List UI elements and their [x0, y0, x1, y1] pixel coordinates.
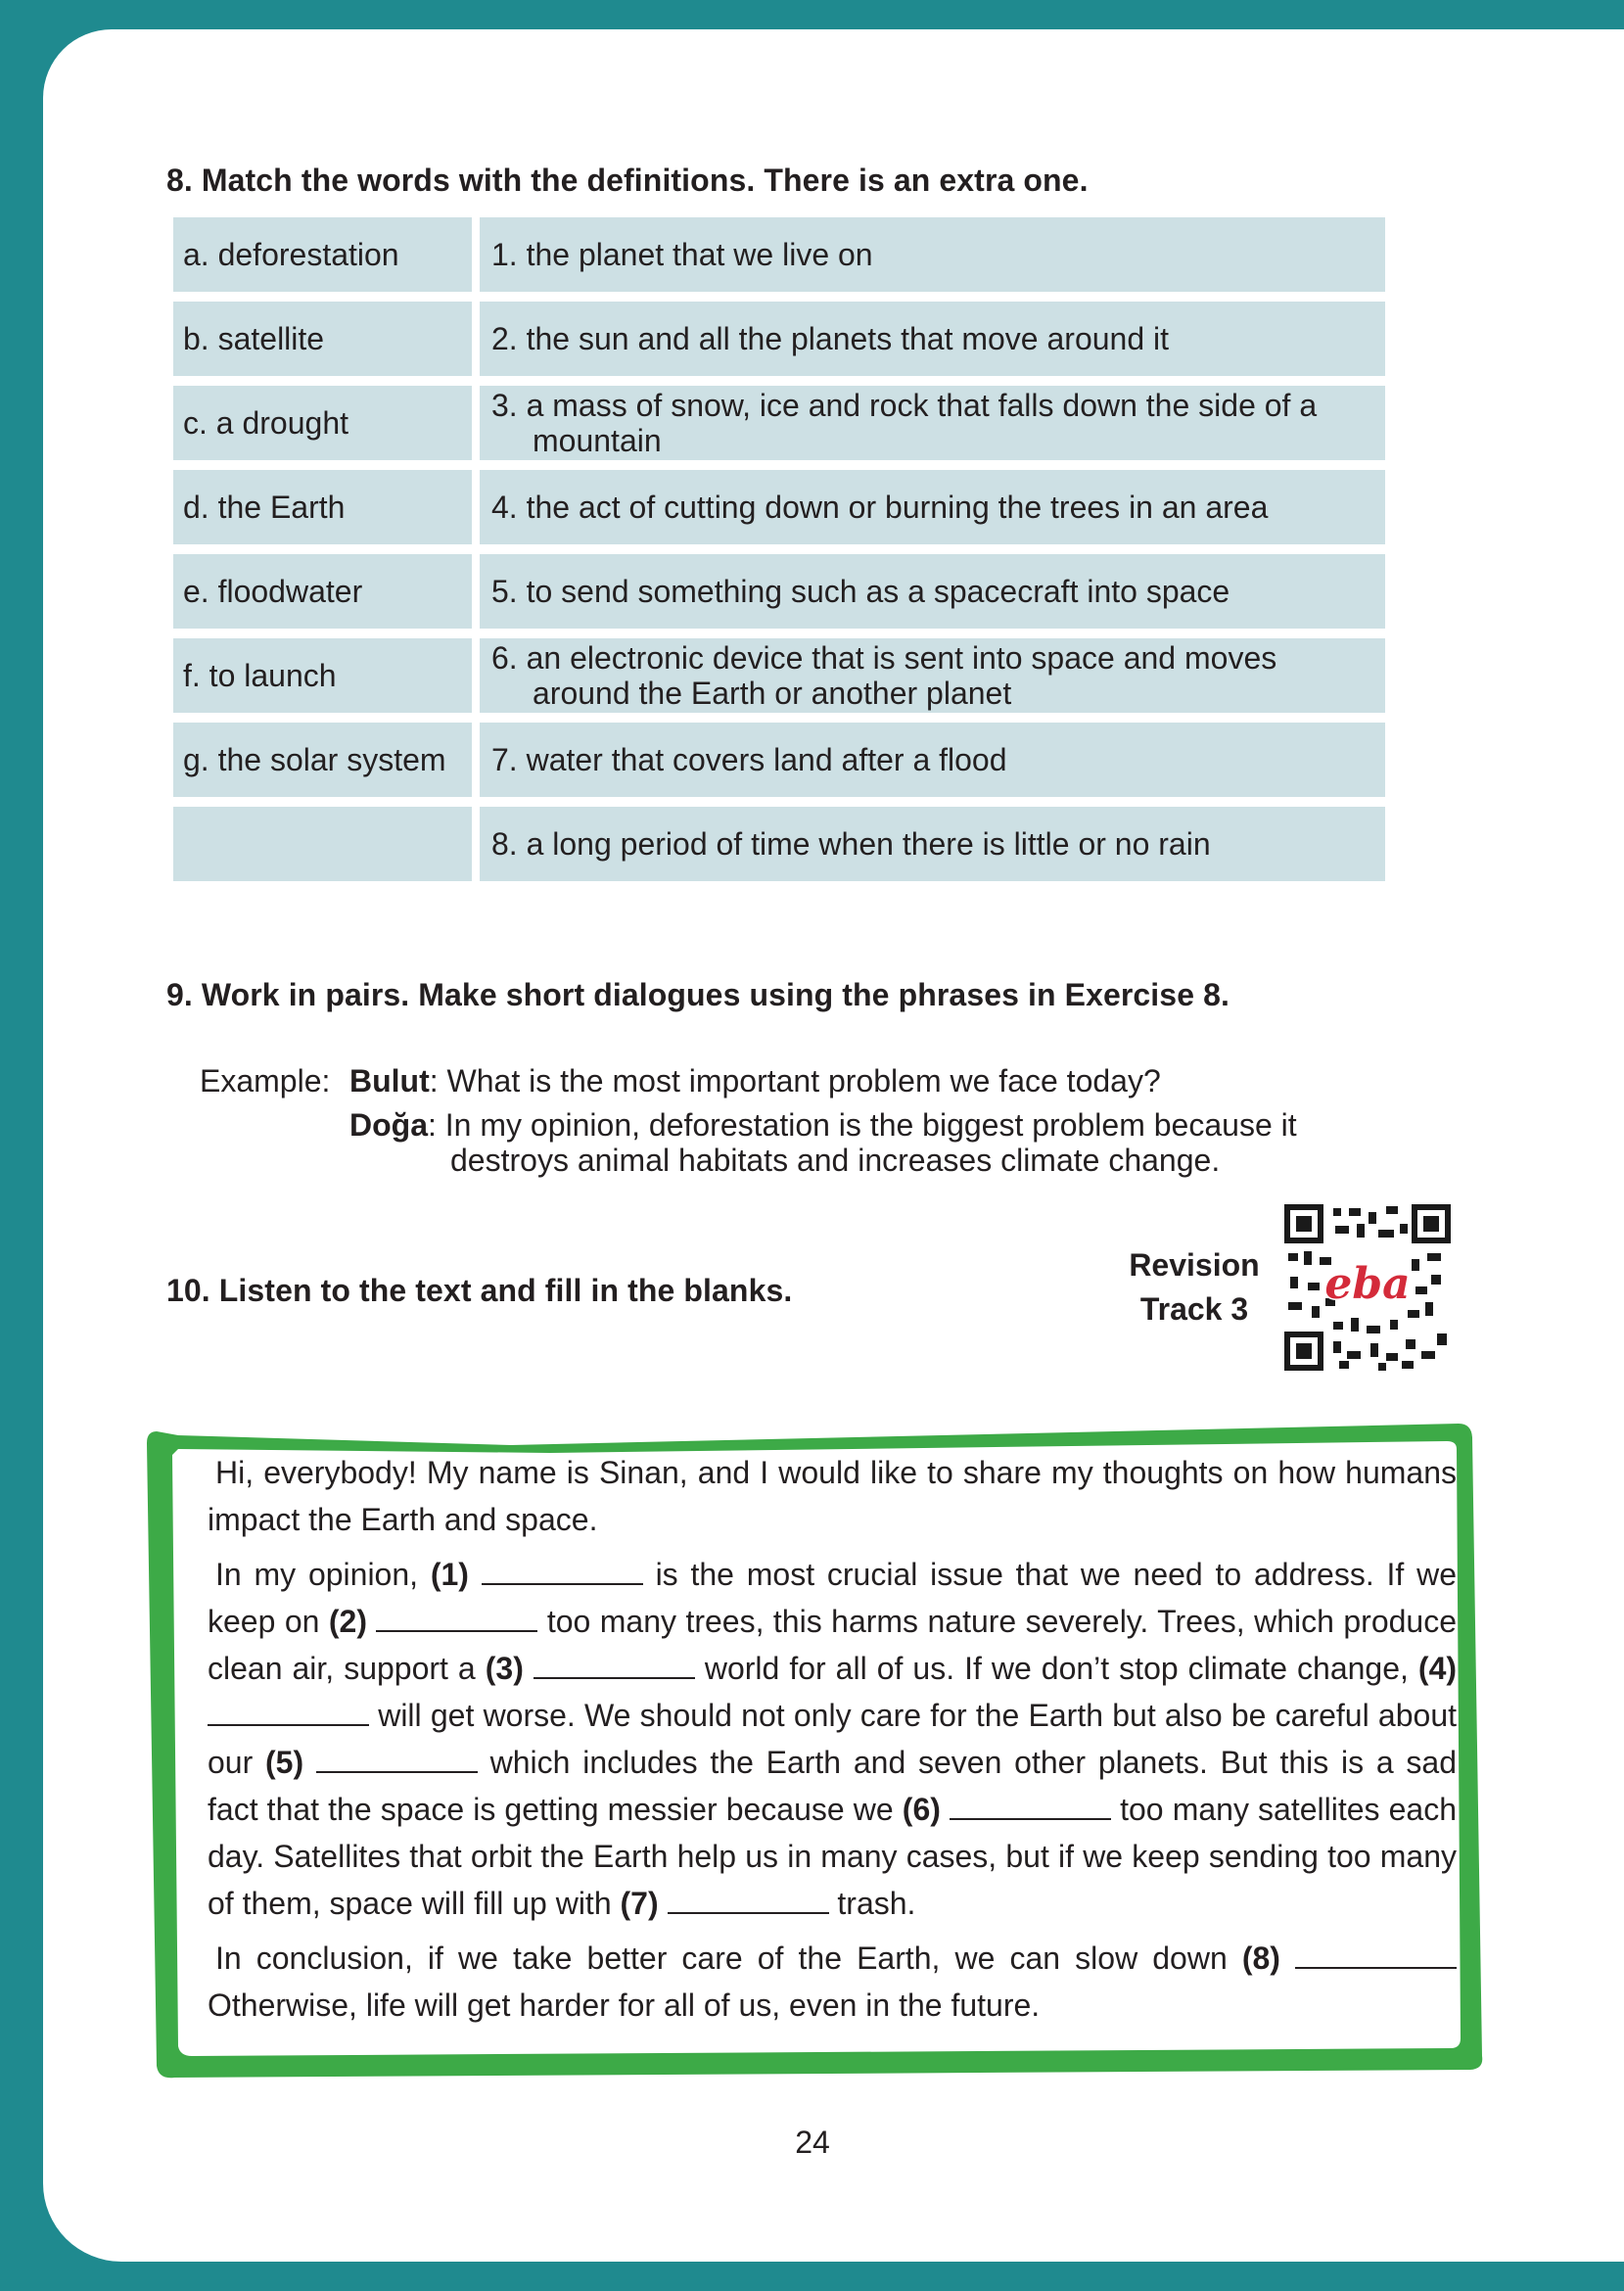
text-run: In my opinion,: [215, 1557, 431, 1592]
definition-cell: 7. water that covers land after a flood: [480, 723, 1385, 797]
definition-cell: 4. the act of cutting down or burning the trees in an area: [480, 470, 1385, 544]
text-paragraph: [208, 1551, 1457, 1927]
dialogue-line-continued: destroys animal habitats and increases climate change.: [450, 1143, 1221, 1178]
dialogue-line: [349, 1107, 1297, 1143]
blank-4[interactable]: [208, 1699, 369, 1726]
word-cell: f. to launch: [173, 638, 472, 713]
blank-number: (8): [1241, 1940, 1280, 1976]
text-run: world for all of us. If we don’t stop climate change,: [694, 1651, 1418, 1686]
speaker-name: Doğa: [349, 1107, 428, 1143]
speaker-name: Bulut: [349, 1063, 430, 1099]
definition-cell: 8. a long period of time when there is little or no rain: [480, 807, 1385, 881]
text-paragraph: Hi, everybody! My name is Sinan, and I would like to share my thoughts on how humans impact the Earth and space.: [208, 1455, 1457, 1537]
word-cell: e. floodwater: [173, 554, 472, 629]
blank-2[interactable]: [376, 1605, 537, 1632]
example-label: Example:: [200, 1063, 331, 1099]
exercise-8-heading: 8. Match the words with the definitions. There is an extra one.: [166, 163, 1089, 198]
word-cell: [173, 807, 472, 881]
blank-number: (2): [328, 1604, 367, 1639]
exercise-10-heading: 10. Listen to the text and fill in the blanks.: [166, 1273, 793, 1308]
exercise-9-heading: 9. Work in pairs. Make short dialogues using the phrases in Exercise 8.: [166, 977, 1230, 1012]
track-line: Track 3: [1139, 1291, 1249, 1327]
blank-5[interactable]: [316, 1746, 478, 1773]
text-run: too many trees, this harms nature severely. Trees, which produce clean air, support a: [208, 1604, 1458, 1686]
definition-line: 3. a mass of snow, ice and rock that falls down the side of a: [491, 388, 1318, 423]
word-cell: b. satellite: [173, 302, 472, 376]
qr-code-icon[interactable]: [1284, 1204, 1451, 1371]
text-run: too many satellites each day. Satellites that orbit the Earth help us in many cases, but if we keep sending too many of them, space will fill up with: [208, 1792, 1458, 1921]
blank-1[interactable]: [482, 1558, 643, 1585]
definition-cell: 1. the planet that we live on: [480, 217, 1385, 292]
text-paragraph: [208, 1935, 1457, 2029]
blank-number: (3): [485, 1651, 524, 1686]
qr-logo-text: eba: [1324, 1259, 1411, 1309]
dialogue-text: : In my opinion, deforestation is the biggest problem because it: [428, 1107, 1297, 1143]
text-run: trash.: [828, 1886, 916, 1921]
text-run: In conclusion, if we take better care of the Earth, we can slow down: [215, 1940, 1242, 1976]
listening-text: [208, 1449, 1457, 2036]
text-run: Otherwise, life will get harder for all of us, even in the future.: [208, 1987, 1041, 2023]
definition-cell: [480, 638, 1385, 713]
blank-6[interactable]: [950, 1793, 1111, 1820]
definition-line: around the Earth or another planet: [533, 676, 1012, 711]
dialogue-line: [349, 1063, 1161, 1099]
page-number: 24: [795, 2125, 830, 2160]
blank-8[interactable]: [1295, 1941, 1457, 1969]
definition-cell: [480, 386, 1385, 460]
definition-cell: 5. to send something such as a spacecraft into space: [480, 554, 1385, 629]
blank-7[interactable]: [668, 1887, 829, 1914]
word-cell: a. deforestation: [173, 217, 472, 292]
track-line: Revision: [1129, 1247, 1260, 1283]
word-cell: g. the solar system: [173, 723, 472, 797]
definition-line: mountain: [533, 423, 662, 458]
blank-number: (6): [902, 1792, 941, 1827]
text-run: is the most crucial issue that we need to address. If we keep on: [208, 1557, 1458, 1639]
text-run: will get worse. We should not only care for the Earth but also be careful about our: [208, 1698, 1457, 1780]
blank-number: (4): [1417, 1651, 1458, 1686]
revision-track-label: [1096, 1243, 1292, 1332]
blank-number: (5): [265, 1745, 304, 1780]
definition-line: 6. an electronic device that is sent into space and moves: [491, 640, 1277, 676]
dialogue-text: : What is the most important problem we face today?: [429, 1063, 1161, 1099]
word-cell: c. a drought: [173, 386, 472, 460]
blank-number: (1): [430, 1557, 469, 1592]
text-run: which includes the Earth and seven other planets. But this is a sad fact that the space is getting messier because we: [208, 1745, 1458, 1827]
blank-number: (7): [620, 1886, 659, 1921]
definition-cell: 2. the sun and all the planets that move around it: [480, 302, 1385, 376]
blank-3[interactable]: [534, 1652, 695, 1679]
word-cell: d. the Earth: [173, 470, 472, 544]
